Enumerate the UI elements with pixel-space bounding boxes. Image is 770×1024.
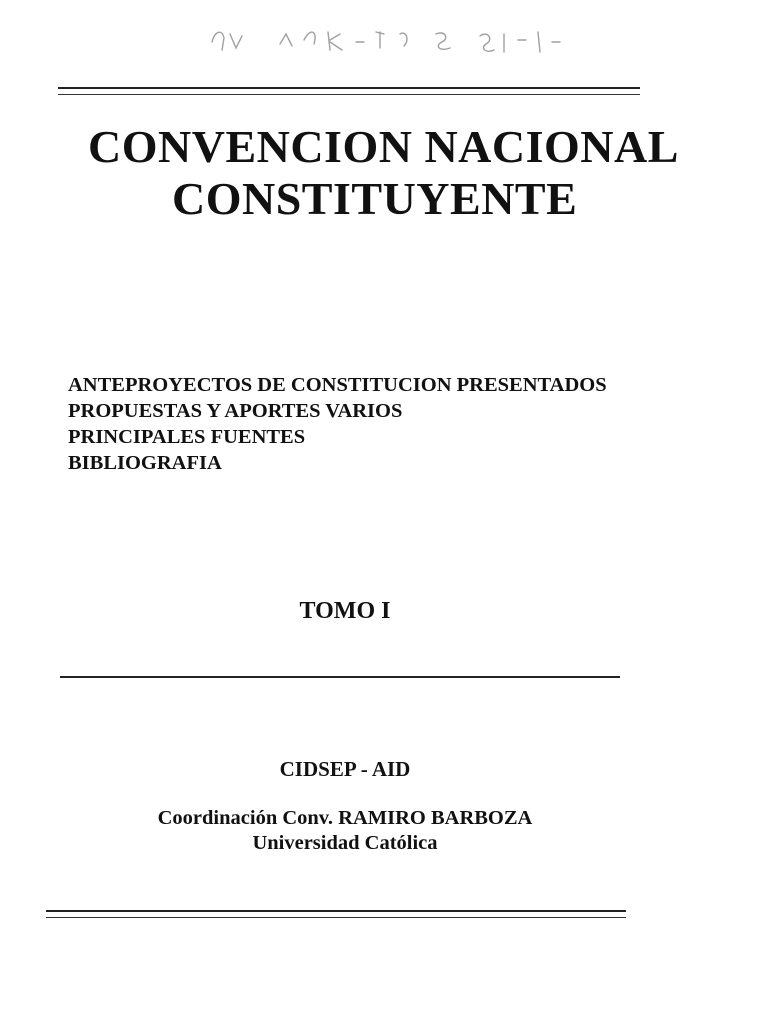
title-line-1: CONVENCION NACIONAL bbox=[88, 121, 679, 172]
middle-rule bbox=[60, 676, 620, 678]
contents-item: BIBLIOGRAFIA bbox=[68, 452, 222, 474]
top-rule bbox=[58, 87, 640, 95]
coordination-block bbox=[0, 806, 690, 856]
coordination-line: Coordinación Conv. RAMIRO BARBOZA bbox=[157, 807, 533, 829]
contents-list bbox=[68, 372, 668, 476]
institution-line: Universidad Católica bbox=[252, 832, 438, 854]
contents-item: PROPUESTAS Y APORTES VARIOS bbox=[68, 400, 403, 422]
volume-label: TOMO I bbox=[299, 598, 391, 624]
title-line-2: CONSTITUYENTE bbox=[172, 173, 578, 224]
bottom-rule bbox=[46, 910, 626, 918]
publisher: CIDSEP - AID bbox=[279, 757, 411, 781]
contents-item: ANTEPROYECTOS DE CONSTITUCION PRESENTADOS bbox=[68, 374, 607, 396]
contents-item: PRINCIPALES FUENTES bbox=[68, 426, 306, 448]
handwritten-annotation bbox=[200, 14, 580, 64]
